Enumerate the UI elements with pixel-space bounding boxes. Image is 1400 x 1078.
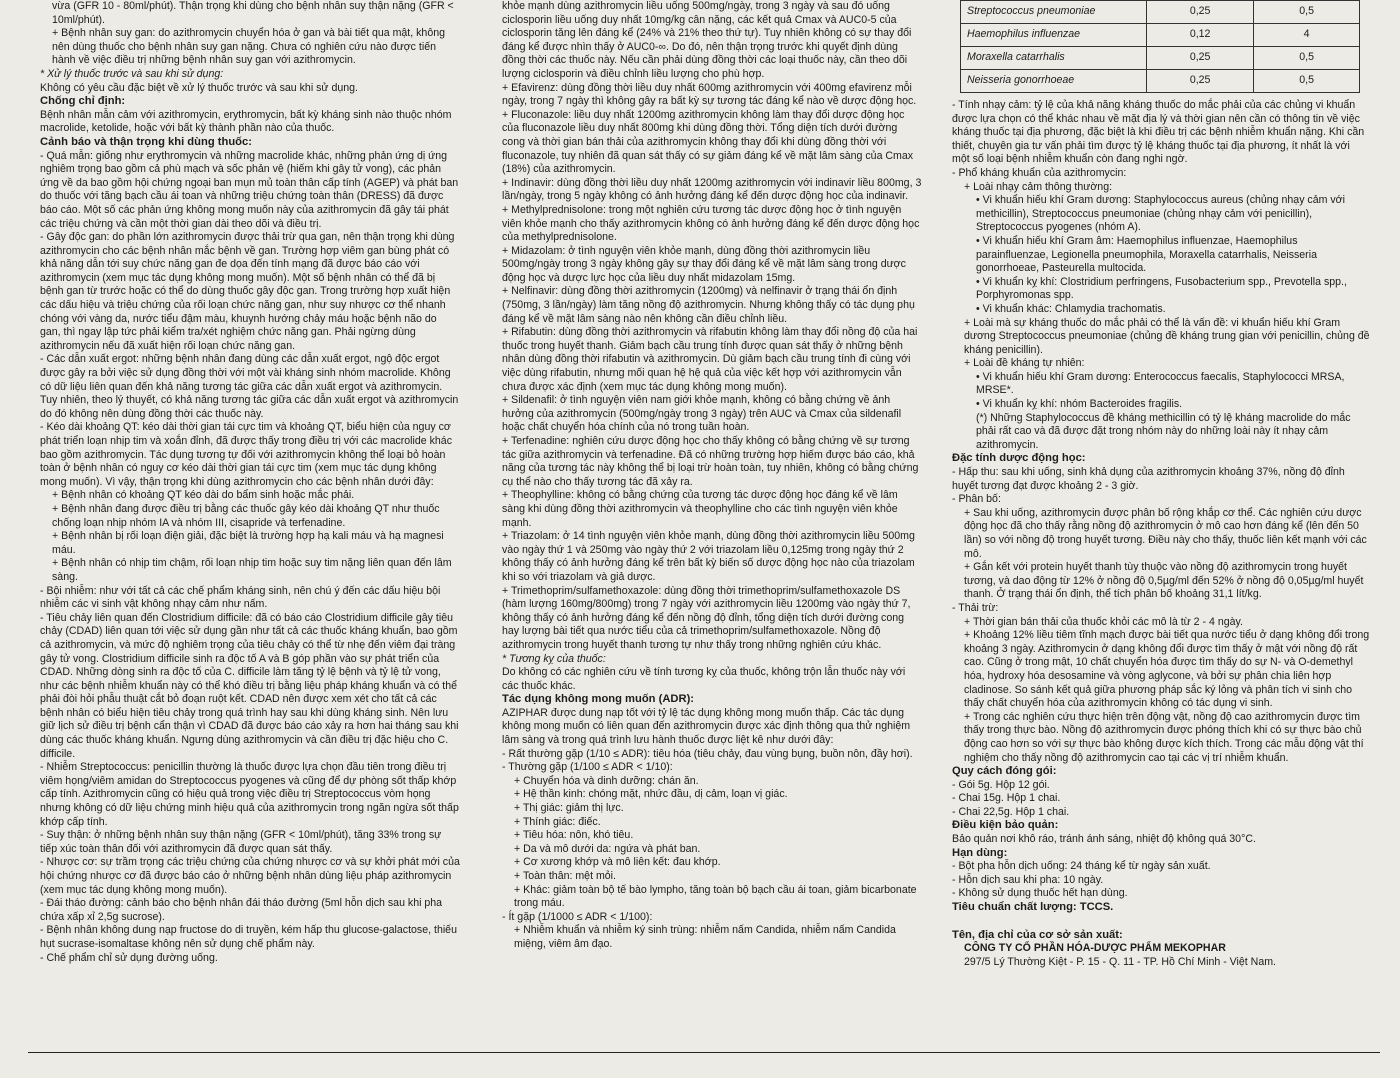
col1-paragraph: - Gây độc gan: do phần lớn azithromycin được thải trừ qua gan, nên thận trọng khi dùng azithromycin cho các bệnh nhân mắc bệnh về gan. Trường hợp viêm gan bùng phát có khả năng dẫn tới suy chức năng gan đe dọa đến tính mạng đã được báo cáo với azithromycin (xem mục tác dụng không mong muốn). Một số bệnh nhân có thể đã bị bệnh gan từ trước hoặc có thể do dùng thuốc gây độc gan. Trong trường hợp xuất hiện các dấu hiệu và triệu chứng của rối loạn chức năng gan, như suy nhược cơ thể nhanh chóng với vàng da, nước tiểu đậm màu, khuynh hướng chảy máu hoặc bệnh não do gan, thì ngay lập tức phải kiểm tra/xét nghiệm chức năng gan. Phải ngừng dùng azithromycin nếu đã xuất hiện rối loạn chức năng gan.: [40, 231, 455, 352]
col2-paragraph: * Tương kỵ của thuốc:: [502, 652, 606, 665]
col1-paragraph: + Bệnh nhân có khoảng QT kéo dài do bẩm sinh hoặc mắc phải.: [52, 489, 355, 502]
col2-paragraph: + Trimethoprim/sulfamethoxazole: dùng đồng thời trimethoprim/sulfamethoxazole DS (hàm lượng 160mg/800mg) trong 7 ngày với azithromycin liều 1200mg vào ngày thứ 7, không thấy có ảnh hưởng đáng kể đến nồng độ đỉnh, tổng diện tích dưới đường cong hay lượng bài tiết qua nước tiểu của cả trimethoprim/sulfamethoxazole. Nồng độ azithromycin trong huyết thanh tương tự như thấy trong những nghiên cứu khác.: [502, 584, 911, 651]
column-middle: [502, 0, 922, 952]
manufacturer-address: 297/5 Lý Thường Kiệt - P. 15 - Q. 11 - TP. Hồ Chí Minh - Việt Nam.: [964, 955, 1276, 968]
col3-paragraph: + Gắn kết với protein huyết thanh tùy thuộc vào nồng độ azithromycin trong huyết tương, và dao động từ 12% ở nồng độ 0,5µg/ml đến 52% ở nồng độ 0,05µg/ml huyết thanh. Ở trạng thái ổn định, thể tích phân bố khoảng 31,1 lít/kg.: [964, 561, 1364, 601]
col3-paragraph: + Khoảng 12% liều tiêm tĩnh mạch được bài tiết qua nước tiểu ở dạng không đổi trong khoảng 3 ngày. Azithromycin ở dạng không đổi được tìm thấy ở mật với nồng độ rất cao. Cũng ở trong mật, 10 chất chuyển hóa được tìm thấy do sự N- và O-demethyl hóa, hydroxy hóa desosamine và vòng aglycone, và bởi sự phân chia liên hợp cladinose. So sánh kết quả giữa phương pháp sắc ký lỏng và phân tích vi sinh cho thấy chất chuyển hóa của azithromycin không có tác dụng vi sinh.: [964, 629, 1370, 710]
col2-paragraph: + Efavirenz: dùng đồng thời liều duy nhất 600mg azithromycin với 400mg efavirenz mỗi ngày, trong 7 ngày thì không gây ra bất kỳ sự tương tác đáng kể nào về dược động học.: [502, 81, 917, 108]
col1-paragraph: - Nhiễm Streptococcus: penicillin thường là thuốc được lựa chọn đầu tiên trong điều trị viêm họng/viêm amidan do Streptococcus pyogenes và cũng để dự phòng sốt thấp khớp cấp tính. Azithromycin cũng có hiệu quả trong việc điều trị Streptococcus vòm họng nhưng không có dữ liệu chứng minh hiệu quả của azithromycin trong ngăn ngừa sốt thấp khớp cấp tính.: [40, 761, 459, 828]
col1-paragraph: - Kéo dài khoảng QT: kéo dài thời gian tái cực tim và khoảng QT, biểu hiện của nguy cơ phát triển loạn nhịp tim và xoắn đỉnh, đã được thấy trong điều trị với các macrolide khác bao gồm azithromycin. Tác dụng tương tự đối với azithromycin không thể loại bỏ hoàn toàn ở bệnh nhân có nguy cơ kéo dài thời gian tái cực tim (xem mục tác dụng không mong muốn). Vì vậy, thận trọng khi dùng azithromycin cho các bệnh nhân dưới đây:: [40, 421, 452, 488]
col3-paragraph: + Trong các nghiên cứu thực hiện trên động vật, nồng độ cao azithromycin được tìm thấy trong thực bào. Nồng độ azithromycin được phóng thích khi có sự thực bào chủ động cao hơn so với sự thực bào không được kích thích. Trong các mẫu động vật thí nghiệm cho thấy nồng độ azithromycin cao tại các vị trí nhiễm khuẩn.: [964, 710, 1364, 764]
col3-paragraph: Hạn dùng:: [952, 846, 1008, 859]
col2-paragraph: + Chuyển hóa và dinh dưỡng: chán ăn.: [514, 774, 699, 787]
col3-paragraph: Đặc tính dược động học:: [952, 452, 1086, 465]
col2-paragraph: + Fluconazole: liều duy nhất 1200mg azithromycin không làm thay đổi dược động học của fluconazole liều duy nhất 800mg khi dùng đồng thời. Tổng diện tích dưới đường cong và thời gian bán thải của azithromycin không thay đổi khi dùng đồng thời với fluconazole, tuy nhiên đã quan sát thấy có sự giảm đáng kể về mặt lâm sàng của Cmax (18%) của azithromycin.: [502, 108, 914, 176]
col3-paragraph: + Loài đề kháng tự nhiên:: [964, 357, 1085, 370]
mic-value-cell: 0,25: [1147, 70, 1254, 93]
col3-paragraph: - Tính nhạy cảm: tỷ lệ của khả năng kháng thuốc do mắc phải của các chủng vi khuẩn được lựa chọn có thể khác nhau về mặt địa lý và thời gian nên cần có thông tin về việc kháng thuốc tại địa phương, đặc biệt là khi điều trị các bệnh nhiễm khuẩn nặng. Khi cần thiết, chuyên gia tư vấn phải tìm được tỷ lệ kháng thuốc tại địa phương, ít nhất là với một số loại bệnh nhiễm khuẩn còn đang nghi ngờ.: [952, 99, 1365, 166]
mic-value-cell: 0,5: [1254, 47, 1360, 70]
col1-paragraph: Không có yêu cầu đặc biệt về xử lý thuốc trước và sau khi sử dụng.: [40, 81, 358, 94]
col3-paragraph: - Chai 15g. Hộp 1 chai.: [952, 792, 1061, 805]
col2-paragraph: + Rifabutin: dùng đồng thời azithromycin và rifabutin không làm thay đổi nồng độ của hai thuốc trong huyết thanh. Giảm bạch cầu trung tính được quan sát thấy ở những bệnh nhân dùng đồng thời rifabutin và azithromycin. Dù giảm bạch cầu trung tính đi cùng với việc dùng rifabutin, nhưng mối quan hệ hệ quả của việc kết hợp với azithromycin vẫn chưa được xác định (xem mục tác dụng không mong muốn).: [502, 326, 918, 393]
mic-value-cell: 0,25: [1147, 47, 1254, 70]
col3-paragraph: - Phân bố:: [952, 493, 1001, 506]
col1-paragraph: - Đái tháo đường: cảnh báo cho bệnh nhân đái tháo đường (5ml hỗn dịch sau khi pha chứa xấp xỉ 2,5g sucrose).: [40, 897, 443, 923]
mic-value-cell: 0,12: [1147, 24, 1254, 47]
col1-paragraph: + Bệnh nhân suy gan: do azithromycin chuyển hóa ở gan và bài tiết qua mật, không nên dùng thuốc cho bệnh nhân suy gan nặng. Chưa có nghiên cứu nào được tiến hành về việc điều trị những bệnh nhân suy gan với azithromycin.: [52, 27, 445, 67]
col3-paragraph: • Vi khuẩn kỵ khí: Clostridium perfringens, Fusobacterium spp., Prevotella spp., Porphyromonas spp.: [976, 275, 1347, 302]
table-row: [961, 70, 1360, 93]
col3-paragraph: Tiêu chuẩn chất lượng: TCCS.: [952, 901, 1114, 914]
col2-paragraph: - Thường gặp (1/100 ≤ ADR < 1/10):: [502, 761, 673, 774]
col2-paragraph: + Cơ xương khớp và mô liên kết: đau khớp.: [514, 856, 721, 869]
col1-paragraph: Chống chỉ định:: [40, 95, 126, 108]
col3-paragraph: Quy cách đóng gói:: [952, 765, 1057, 778]
col3-paragraph: + Loài mà sự kháng thuốc do mắc phải có thể là vấn đề: vi khuẩn hiếu khí Gram dương Streptococcus pneumoniae (chủng đề kháng trung gian với penicillin, chủng đề kháng penicillin).: [964, 316, 1370, 356]
col3-paragraph: • Vi khuẩn khác: Chlamydia trachomatis.: [976, 302, 1166, 315]
col2-paragraph: Tác dụng không mong muốn (ADR):: [502, 693, 695, 706]
column-right: [952, 0, 1370, 969]
mic-value-cell: 0,5: [1254, 70, 1360, 93]
col2-paragraph: + Midazolam: ở tình nguyện viên khỏe mạnh, dùng đồng thời azithromycin liều 500mg/ngày trong 3 ngày không gây sự thay đổi đáng kể về mặt lâm sàng trong dược động học và dược lực học của liều duy nhất midazolam 15mg.: [502, 244, 906, 284]
col3-paragraph: + Sau khi uống, azithromycin được phân bố rộng khắp cơ thể. Các nghiên cứu dược động học đã cho thấy rằng nồng độ azithromycin ở mô cao hơn đáng kể (lên đến 50 lần) so với nồng độ trong huyết tương. Điều này cho thấy, thuốc liên kết mạnh với các mô.: [964, 506, 1367, 560]
table-row: [961, 47, 1360, 70]
col3-paragraph: Điều kiện bảo quản:: [952, 819, 1059, 832]
col1-paragraph: - Suy thận: ở những bệnh nhân suy thận nặng (GFR < 10ml/phút), tăng 33% trong sự tiếp xúc toàn thân đối với azithromycin đã được quan sát thấy.: [40, 829, 442, 855]
col2-paragraph: - Ít gặp (1/1000 ≤ ADR < 1/100):: [502, 910, 653, 923]
column-left: [40, 0, 460, 965]
col2-paragraph: + Toàn thân: mệt mỏi.: [514, 870, 616, 882]
col2-paragraph: + Nhiễm khuẩn và nhiễm ký sinh trùng: nhiễm nấm Candida, nhiễm nấm Candida miệng, viêm âm đạo.: [514, 924, 896, 950]
col2-paragraph: + Triazolam: ở 14 tình nguyện viên khỏe mạnh, dùng đồng thời azithromycin liều 500mg vào ngày thứ 1 và 250mg vào ngày thứ 2 với triazolam liều 0,125mg trong ngày thứ 2 không thấy có ảnh hưởng đáng kể trên bất kỳ biến số dược động học nào của triazolam khi so với triazolam và giả dược.: [502, 530, 915, 583]
manufacturer-heading: Tên, địa chỉ của cơ sở sản xuất:: [952, 928, 1123, 941]
col2-paragraph: + Theophylline: không có bằng chứng của tương tác dược động học đáng kể về lâm sàng khi dùng đồng thời azithromycin và theophylline cho các tình nguyện viên khỏe mạnh.: [502, 489, 898, 529]
mic-table: [960, 0, 1360, 93]
organism-cell: Streptococcus pneumoniae: [961, 1, 1147, 24]
col1-paragraph: * Xử lý thuốc trước và sau khi sử dụng:: [40, 67, 224, 80]
col3-paragraph: - Hấp thu: sau khi uống, sinh khả dụng của azithromycin khoảng 37%, nồng độ đỉnh huyết tương đạt được khoảng 2 - 3 giờ.: [952, 466, 1345, 492]
col3-paragraph: • Vi khuẩn hiếu khí Gram dương: Enterococcus faecalis, Staphylococci MRSA, MRSE*.: [976, 370, 1345, 397]
col3-paragraph: - Hỗn dịch sau khi pha: 10 ngày.: [952, 873, 1104, 886]
col1-paragraph: + Bệnh nhân có nhịp tim chậm, rối loạn nhịp tim hoặc suy tim nặng liên quan đến lâm sàng.: [52, 557, 452, 583]
col1-paragraph: vừa (GFR 10 - 80ml/phút). Thận trọng khi dùng cho bệnh nhân suy thận nặng (GFR < 10ml/phút).: [52, 0, 454, 26]
col3-paragraph: + Thời gian bán thải của thuốc khỏi các mô là từ 2 - 4 ngày.: [964, 615, 1243, 628]
col1-paragraph: - Tiêu chảy liên quan đến Clostridium difficile: đã có báo cáo Clostridium difficile gây tiêu chảy (CDAD) liên quan tới việc sử dụng gần như tất cả các thuốc kháng khuẩn, bao gồm cả azithromycin, và mức độ nghiêm trọng của tiêu chảy có thể từ nhẹ đến viêm đại tràng gây tử vong. Clostridium difficile sinh ra độc tố A và B góp phần vào sự phát triển của CDAD. Những dòng sinh ra độc tố của C. difficile làm tăng tỷ lệ bệnh và tỷ lệ tử vong, như các bệnh nhiễm khuẩn này có thể khó điều trị bằng liệu pháp kháng khuẩn và có thể phải đòi hỏi phẫu thuật cắt bỏ đoạn ruột kết. CDAD nên được xem xét cho tất cả các bệnh nhân có biểu hiện tiêu chảy trong quá trình hay sau khi dùng kháng sinh. Nên lưu giữ lịch sử điều trị bệnh cẩn thận vì CDAD đã được báo cáo xảy ra hơn hai tháng sau khi dùng các thuốc kháng khuẩn. Ngưng dùng azithromycin và cần điều trị đặc hiệu cho C. difficile.: [40, 611, 459, 760]
table-row: [961, 24, 1360, 47]
col1-paragraph: + Bệnh nhân bị rối loạn điện giải, đặc biệt là trường hợp hạ kali máu và hạ magnesi máu.: [52, 530, 444, 556]
col1-paragraph: - Quá mẫn: giống như erythromycin và những macrolide khác, những phản ứng dị ứng nghiêm trọng bao gồm cả phù mạch và sốc phản vệ (hiếm khi gây tử vong), các phản ứng về da bao gồm hội chứng ngoại ban mụn mủ toàn thân cấp tính (AGEP) và phát ban do thuốc với tăng bạch cầu ái toan và những triệu chứng toàn thân (DRESS) đã được báo cáo. Một số các phản ứng không mong muốn này của azithromycin đã gây tái phát các triệu chứng và cần một thời gian dài theo dõi và điều trị.: [40, 149, 459, 230]
col3-paragraph: • Vi khuẩn kỵ khí: nhóm Bacteroides fragilis.: [976, 398, 1183, 411]
column-right-text: [952, 99, 1370, 915]
col3-paragraph: - Thải trừ:: [952, 601, 999, 614]
col2-paragraph: Do không có các nghiên cứu về tính tương kỵ của thuốc, không trộn lẫn thuốc này với các thuốc khác.: [502, 666, 906, 692]
col2-paragraph: + Terfenadine: nghiên cứu dược động học cho thấy không có bằng chứng về sự tương tác giữa azithromycin và terfenadine. Đã có những trường hợp hiếm được báo cáo, khả năng của tương tác này không thể bị loại trừ hoàn toàn, tuy nhiên, không có bằng chứng cụ thể nào cho thấy tương tác đã xảy ra.: [502, 435, 919, 488]
mic-value-cell: 0,25: [1147, 1, 1254, 24]
mic-value-cell: 0,5: [1254, 1, 1360, 24]
col2-paragraph: + Hệ thần kinh: chóng mặt, nhức đầu, dị cảm, loạn vị giác.: [514, 788, 788, 801]
col2-paragraph: + Nelfinavir: dùng đồng thời azithromycin (1200mg) và nelfinavir ở trạng thái ổn định (750mg, 3 lần/ngày) làm tăng nồng độ azithromycin. Nhưng không thấy có tác dụng phụ đáng kể về mặt lâm sàng nào nên không cần điều chỉnh liều.: [502, 285, 915, 325]
table-row: [961, 1, 1360, 24]
col1-paragraph: - Bệnh nhân không dung nạp fructose do di truyền, kém hấp thu glucose-galactose, thiếu hụt sucrase-isomaltase không nên sử dụng chế phẩm này.: [40, 924, 457, 950]
col2-paragraph: + Thị giác: giảm thị lực.: [514, 802, 624, 815]
col3-paragraph: - Bột pha hỗn dịch uống: 24 tháng kể từ ngày sản xuất.: [952, 860, 1211, 873]
col1-paragraph: Bệnh nhân mẫn cảm với azithromycin, erythromycin, bất kỳ kháng sinh nào thuộc nhóm macrolide, ketolide, hoặc với bất kỳ thành phần nào của thuốc.: [40, 108, 452, 135]
col1-paragraph: Cảnh báo và thận trọng khi dùng thuốc:: [40, 135, 252, 148]
col3-paragraph: - Phổ kháng khuẩn của azithromycin:: [952, 166, 1127, 179]
bottom-border-line: [28, 1052, 1380, 1053]
col3-paragraph: (*) Những Staphylococcus đề kháng methicillin có tỷ lệ kháng macrolide do mắc phải rất cao và đã được đặt trong nhóm này do những loài này ít nhạy cảm azithromycin.: [976, 411, 1351, 451]
col3-paragraph: - Chai 22,5g. Hộp 1 chai.: [952, 805, 1070, 818]
col1-paragraph: - Bội nhiễm: như với tất cả các chế phẩm kháng sinh, nên chú ý đến các dấu hiệu bội nhiễm các vi sinh vật không nhạy cảm như nấm.: [40, 584, 441, 611]
mic-value-cell: 4: [1254, 24, 1360, 47]
col2-paragraph: khỏe mạnh dùng azithromycin liều uống 500mg/ngày, trong 3 ngày và sau đó uống ciclosporin liều uống duy nhất 10mg/kg cân nặng, các kết quả Cmax và AUC0-5 của ciclosporin tăng lên đáng kể (24% và 21% theo thứ tự). Tuy nhiên không có sự thay đổi đáng kể được nhìn thấy ở AUC0-∞. Do đó, nên thận trọng trước khi quyết định dùng đồng thời các thuốc này. Nếu cần phải dùng đồng thời các loại thuốc này, cần theo dõi lượng ciclosporin và điều chỉnh liều lượng cho phù hợp.: [502, 0, 912, 80]
col2-paragraph: + Thính giác: điếc.: [514, 815, 601, 828]
col1-paragraph: - Nhược cơ: sự trầm trọng các triệu chứng của chứng nhược cơ và sự khởi phát mới của hội chứng nhược cơ đã được báo cáo ở những bệnh nhân dùng liệu pháp azithromycin (xem mục tác dụng không mong muốn).: [40, 856, 460, 896]
organism-cell: Moraxella catarrhalis: [961, 47, 1147, 70]
manufacturer-block: [952, 929, 1370, 970]
col1-paragraph: + Bệnh nhân đang được điều trị bằng các thuốc gây kéo dài khoảng QT như thuốc chống loạn nhịp nhóm IA và nhóm III, cisapride và terfenadine.: [52, 502, 440, 529]
col3-paragraph: Bảo quản nơi khô ráo, tránh ánh sáng, nhiệt độ không quá 30°C.: [952, 833, 1256, 846]
col2-paragraph: + Da và mô dưới da: ngứa và phát ban.: [514, 842, 701, 855]
col2-paragraph: + Sildenafil: ở tình nguyện viên nam giới khỏe mạnh, không có bằng chứng về ảnh hưởng của azithromycin (500mg/ngày trong 3 ngày) trên AUC và Cmax của sildenafil hoặc chất chuyển hóa chính của nó trong tuần hoàn.: [502, 394, 902, 434]
col3-paragraph: - Không sử dụng thuốc hết hạn dùng.: [952, 887, 1128, 900]
col1-paragraph: - Các dẫn xuất ergot: những bệnh nhân đang dùng các dẫn xuất ergot, ngộ độc ergot được gây ra bởi việc sử dụng đồng thời với một vài kháng sinh nhóm macrolide. Không có dữ liệu liên quan đến khả năng tương tác giữa các dẫn xuất ergot và azithromycin. Tuy nhiên, theo lý thuyết, có khả năng tương tác giữa các dẫn xuất ergot và azithromycin do đó không nên dùng đồng thời các thuốc này.: [40, 353, 459, 420]
col2-paragraph: + Khác: giảm toàn bộ tế bào lympho, tăng toàn bộ bạch cầu ái toan, giảm bicarbonate trong máu.: [514, 883, 917, 910]
col2-paragraph: + Tiêu hóa: nôn, khó tiêu.: [514, 829, 634, 842]
organism-cell: Neisseria gonorrhoeae: [961, 70, 1147, 93]
col2-paragraph: AZIPHAR được dung nạp tốt với tỷ lệ tác dụng không mong muốn thấp. Các tác dụng không mong muốn có liên quan đến azithromycin được xác định thông qua thử nghiệm lâm sàng và trong quá trình lưu hành thuốc được liệt kê như dưới đây:: [502, 706, 911, 747]
col3-paragraph: - Gói 5g. Hộp 12 gói.: [952, 778, 1050, 791]
organism-cell: Haemophilus influenzae: [961, 24, 1147, 47]
manufacturer-name: CÔNG TY CỔ PHẦN HÓA-DƯỢC PHẨM MEKOPHAR: [964, 942, 1226, 955]
col3-paragraph: + Loài nhạy cảm thông thường:: [964, 180, 1113, 193]
col1-paragraph: - Chế phẩm chỉ sử dụng đường uống.: [40, 951, 218, 964]
col2-paragraph: - Rất thường gặp (1/10 ≤ ADR): tiêu hóa (tiêu chảy, đau vùng bụng, buồn nôn, đầy hơi).: [502, 747, 913, 760]
col3-paragraph: • Vi khuẩn hiếu khí Gram âm: Haemophilus influenzae, Haemophilus parainfluenzae, Legionella pneumophila, Moraxella catarrhalis, Neisseria gonorrhoeae, Pasteurella multocida.: [976, 234, 1317, 275]
col3-paragraph: • Vi khuẩn hiếu khí Gram dương: Staphylococcus aureus (chủng nhạy cảm với methicillin), Streptococcus pneumoniae (chủng nhạy cảm với penicillin), Streptococcus pyogenes (nhóm A).: [976, 194, 1345, 234]
col2-paragraph: + Methylprednisolone: trong một nghiên cứu tương tác dược động học ở tình nguyện viên khỏe mạnh cho thấy azithromycin không có ảnh hưởng đáng kể đến dược động học của methylprednisolone.: [502, 203, 920, 244]
col2-paragraph: + Indinavir: dùng đồng thời liều duy nhất 1200mg azithromycin với indinavir liều 800mg, 3 lần/ngày, trong 5 ngày không có ảnh hưởng đáng kể đến dược động học của indinavir.: [502, 176, 922, 203]
